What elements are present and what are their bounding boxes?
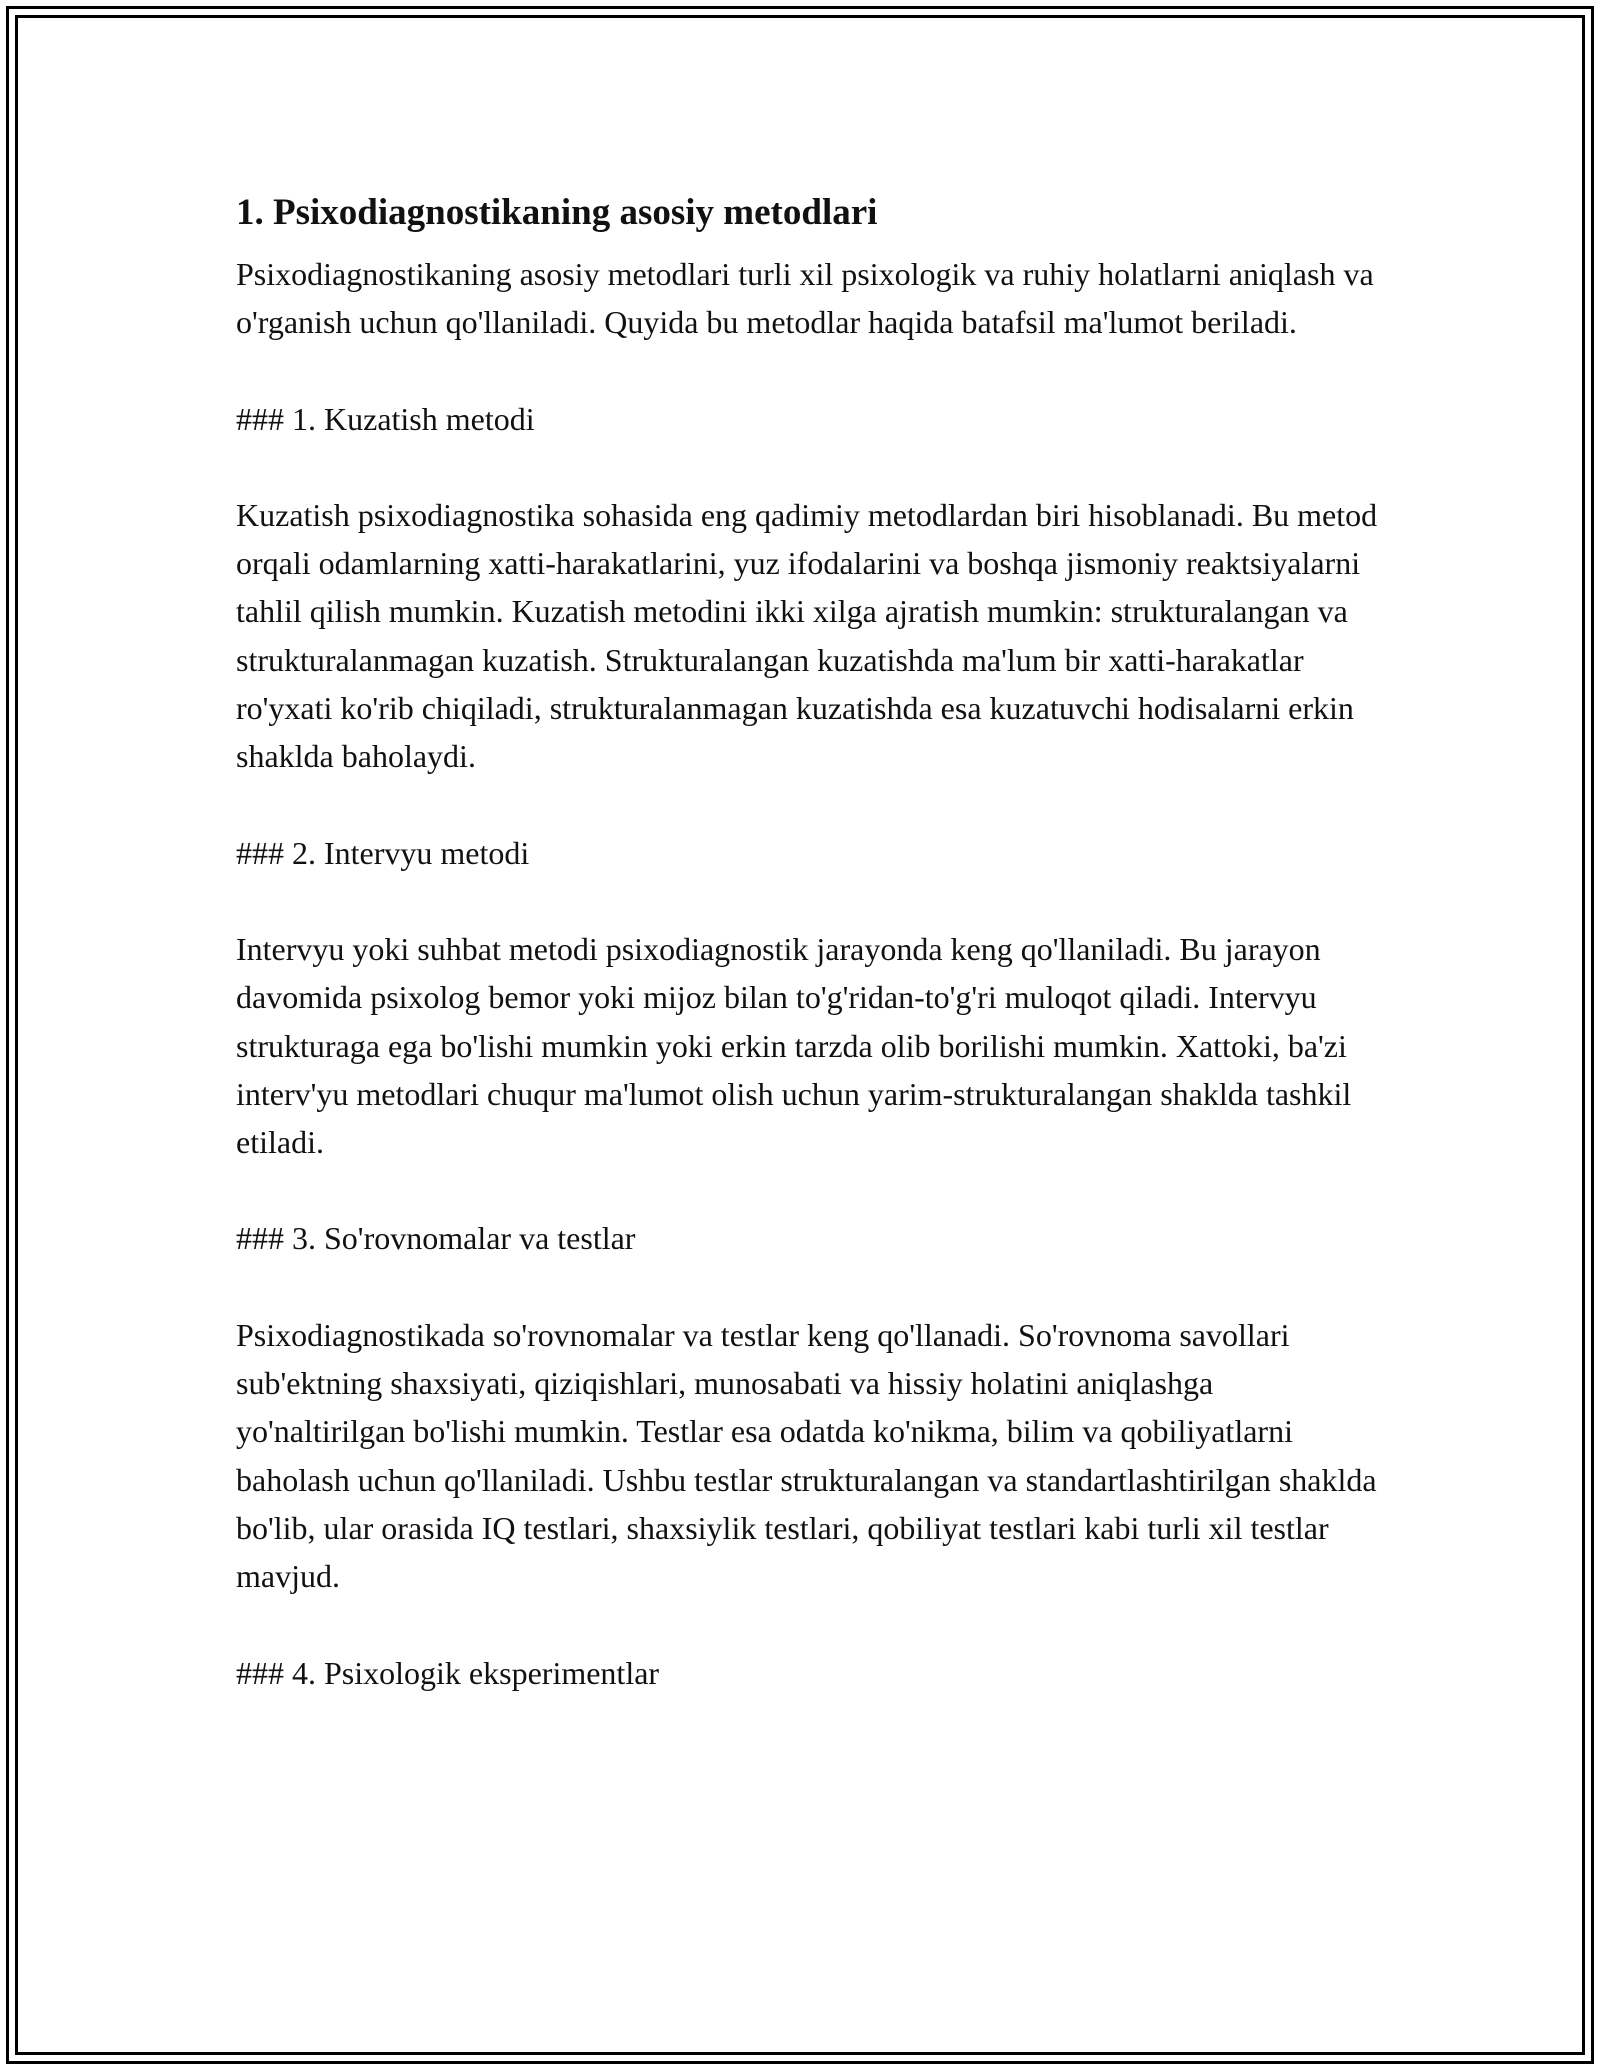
section-heading-eksperimentlar: ### 4. Psixologik eksperimentlar (236, 1654, 660, 1691)
section-body-kuzatish: Kuzatish psixodiagnostika sohasida eng qadimiy metodlardan biri hisoblanadi. Bu metod orqali odamlarning xatti-harakatlarini, yuz ifodalarini va boshqa jismoniy reaktsiyalarni tahlil qilish mumkin. Kuzatish metodini ikki xilga ajratish mumkin: strukturalangan va strukturalanmagan kuzatish. Strukturalangan kuzatishda ma'lum bir xatti-harakatlar ro'yxati ko'rib chiqiladi, strukturalanmagan kuzatishda esa kuzatuvchi hodisalarni erkin shaklda baholaydi. (236, 496, 1378, 775)
section-heading-intervyu: ### 2. Intervyu metodi (236, 834, 530, 871)
section-heading-sorovnomalar: ### 3. So'rovnomalar va testlar (236, 1220, 636, 1257)
section-heading-kuzatish: ### 1. Kuzatish metodi (236, 400, 535, 437)
document-body (236, 186, 1381, 1745)
page-title: 1. Psixodiagnostikaning asosiy metodlari (236, 192, 878, 233)
section-body-intervyu: Intervyu yoki suhbat metodi psixodiagnostik jarayonda keng qo'llaniladi. Bu jarayon davomida psixolog bemor yoki mijoz bilan to'g'ridan-to'g'ri muloqot qiladi. Intervyu strukturaga ega bo'lishi mumkin yoki erkin tarzda olib borilishi mumkin. Xattoki, ba'zi interv'yu metodlari chuqur ma'lumot olish uchun yarim-strukturalangan shaklda tashkil etiladi. (236, 930, 1352, 1161)
section-body-sorovnomalar: Psixodiagnostikada so'rovnomalar va testlar keng qo'llanadi. So'rovnoma savollari sub'ektning shaxsiyati, qiziqishlari, munosabati va hissiy holatini aniqlashga yo'naltirilgan bo'lishi mumkin. Testlar esa odatda ko'nikma, bilim va qobiliyatlarni baholash uchun qo'llaniladi. Ushbu testlar strukturalangan va standartlashtirilgan shaklda bo'lib, ular orasida IQ testlari, shaxsiylik testlari, qobiliyat testlari kabi turli xil testlar mavjud. (236, 1316, 1377, 1595)
intro-paragraph: Psixodiagnostikaning asosiy metodlari turli xil psixologik va ruhiy holatlarni aniqlash va o'rganish uchun qo'llaniladi. Quyida bu metodlar haqida batafsil ma'lumot beriladi. (236, 256, 1374, 341)
